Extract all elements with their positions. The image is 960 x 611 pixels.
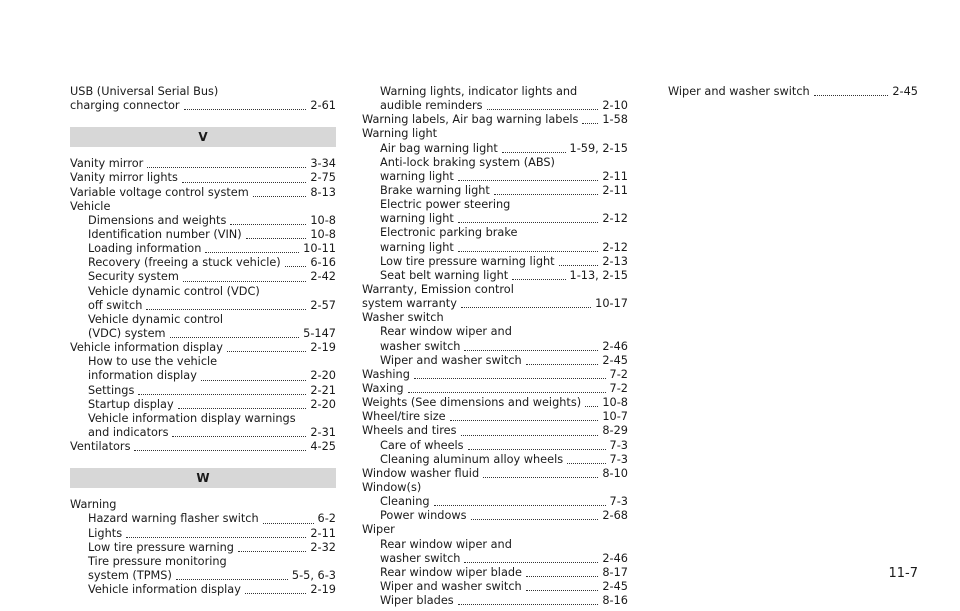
entry-term: Wheels and tires xyxy=(362,424,457,438)
index-entry xyxy=(362,382,628,396)
index-entry xyxy=(362,297,628,311)
entry-term: Seat belt warning light xyxy=(380,268,509,282)
entry-term: Variable voltage control system xyxy=(70,185,249,199)
entry-term: Wiper and washer switch xyxy=(380,579,522,593)
section-letter-heading: V xyxy=(70,127,336,147)
index-subentry-text: Tire pressure monitoring xyxy=(88,554,227,568)
dot-leader xyxy=(138,393,306,395)
index-subentry xyxy=(362,142,628,156)
dot-leader xyxy=(414,377,606,379)
entry-page-ref: 2-12 xyxy=(602,212,628,226)
entry-page-ref: 2-61 xyxy=(310,99,336,113)
index-subentry xyxy=(70,583,336,597)
index-subentry xyxy=(70,541,336,555)
entry-page-ref: 10-8 xyxy=(602,396,628,410)
entry-term: Hazard warning flasher switch xyxy=(88,512,259,526)
entry-page-ref: 7-3 xyxy=(609,452,628,466)
entry-page-ref: 4-25 xyxy=(310,440,336,454)
index-entry xyxy=(362,368,628,382)
dot-leader xyxy=(230,223,306,225)
entry-term: Loading information xyxy=(88,242,202,256)
entry-term: Cleaning xyxy=(380,495,430,509)
index-entry xyxy=(70,157,336,171)
entry-page-ref: 2-31 xyxy=(310,425,336,439)
index-entry-text: Vehicle xyxy=(70,199,111,213)
index-entry xyxy=(70,341,336,355)
entry-page-ref: 2-45 xyxy=(602,579,628,593)
dot-leader xyxy=(458,221,598,223)
entry-term: Ventilators xyxy=(70,440,131,454)
dot-leader xyxy=(263,522,314,524)
entry-term: Brake warning light xyxy=(380,183,490,197)
entry-term: Warning labels, Air bag warning labels xyxy=(362,113,579,127)
dot-leader xyxy=(559,264,599,266)
entry-term: Wiper and washer switch xyxy=(380,353,522,367)
dot-leader xyxy=(408,391,606,393)
entry-page-ref: 10-8 xyxy=(310,227,336,241)
index-subentry xyxy=(70,527,336,541)
entry-page-ref: 5-147 xyxy=(303,326,336,340)
index-subentry-text: Rear window wiper and xyxy=(380,325,512,339)
dot-leader xyxy=(126,536,306,538)
entry-term: Window washer fluid xyxy=(362,466,480,480)
entry-term: Wiper blades xyxy=(380,594,454,608)
index-subentry xyxy=(70,299,336,313)
entry-term: Weights (See dimensions and weights) xyxy=(362,396,582,410)
index-subentry xyxy=(70,398,336,412)
dot-leader xyxy=(182,181,307,183)
index-subentry-text: How to use the vehicle xyxy=(88,355,218,369)
entry-term: Cleaning aluminum alloy wheels xyxy=(380,452,564,466)
index-subentry xyxy=(362,566,628,580)
dot-leader xyxy=(176,578,288,580)
entry-term: Settings xyxy=(88,383,135,397)
dot-leader xyxy=(567,462,605,464)
dot-leader xyxy=(814,94,889,96)
entry-term: charging connector xyxy=(70,99,180,113)
index-subentry xyxy=(70,228,336,242)
index-entry xyxy=(70,99,336,113)
index-subentry-text: Vehicle dynamic control xyxy=(88,312,224,326)
entry-page-ref: 2-32 xyxy=(310,540,336,554)
entry-term: Identification number (VIN) xyxy=(88,227,242,241)
index-subentry-text: Electric power steering xyxy=(380,198,511,212)
dot-leader xyxy=(170,336,300,338)
entry-page-ref: 2-45 xyxy=(602,353,628,367)
entry-term: Rear window wiper blade xyxy=(380,565,522,579)
dot-leader xyxy=(461,434,599,436)
dot-leader xyxy=(450,419,599,421)
entry-term: information display xyxy=(88,369,197,383)
page-number: 11-7 xyxy=(888,566,918,581)
entry-page-ref: 2-13 xyxy=(602,254,628,268)
index-entry xyxy=(362,410,628,424)
entry-term: and indicators xyxy=(88,425,169,439)
entry-term: Vehicle information display xyxy=(88,583,241,597)
index-subentry xyxy=(362,594,628,608)
entry-page-ref: 10-7 xyxy=(602,410,628,424)
entry-term: Startup display xyxy=(88,397,174,411)
entry-page-ref: 2-20 xyxy=(310,369,336,383)
index-subentry xyxy=(70,327,336,341)
entry-page-ref: 8-17 xyxy=(602,565,628,579)
entry-page-ref: 2-10 xyxy=(602,99,628,113)
index-subentry-text: Vehicle information display warnings xyxy=(88,411,296,425)
entry-term: warning light xyxy=(380,212,454,226)
index-subentry xyxy=(70,214,336,228)
index-entry xyxy=(362,396,628,410)
dot-leader xyxy=(487,108,599,110)
index-entry-text: Warning light xyxy=(362,127,438,141)
index-subentry xyxy=(362,241,628,255)
entry-term: Dimensions and weights xyxy=(88,213,227,227)
index-subentry xyxy=(362,340,628,354)
entry-page-ref: 1-59, 2-15 xyxy=(569,141,628,155)
entry-page-ref: 3-34 xyxy=(310,157,336,171)
dot-leader xyxy=(502,151,566,153)
index-subentry-text: Warning lights, indicator lights and xyxy=(380,85,578,98)
dot-leader xyxy=(494,193,598,195)
entry-page-ref: 1-13, 2-15 xyxy=(569,268,628,282)
entry-page-ref: 10-17 xyxy=(595,297,628,311)
entry-page-ref: 10-11 xyxy=(303,242,336,256)
entry-page-ref: 7-3 xyxy=(609,495,628,509)
dot-leader xyxy=(146,308,306,310)
index-entry xyxy=(362,424,628,438)
entry-term: Security system xyxy=(88,270,179,284)
index-subentry xyxy=(362,354,628,368)
entry-term: Washing xyxy=(362,367,410,381)
entry-term: Care of wheels xyxy=(380,438,464,452)
index-subentry-text: Electronic parking brake xyxy=(380,226,518,240)
dot-leader xyxy=(468,448,606,450)
dot-leader xyxy=(464,561,598,563)
dot-leader xyxy=(201,379,306,381)
entry-term: Wheel/tire size xyxy=(362,410,446,424)
entry-term: warning light xyxy=(380,240,454,254)
index-entry-text: USB (Universal Serial Bus) xyxy=(70,85,219,98)
entry-page-ref: 2-68 xyxy=(602,509,628,523)
index-subentry xyxy=(70,256,336,270)
index-entry-text: Warning xyxy=(70,498,117,512)
index-subentry xyxy=(362,170,628,184)
index-column-2 xyxy=(362,85,628,608)
dot-leader xyxy=(246,237,307,239)
entry-page-ref: 2-12 xyxy=(602,240,628,254)
section-letter-heading: W xyxy=(70,468,336,488)
entry-term: (VDC) system xyxy=(88,326,166,340)
entry-page-ref: 7-3 xyxy=(609,438,628,452)
entry-page-ref: 2-42 xyxy=(310,270,336,284)
index-subentry xyxy=(362,509,628,523)
entry-page-ref: 2-20 xyxy=(310,397,336,411)
index-entry-text: Wiper xyxy=(362,523,395,537)
dot-leader xyxy=(526,363,599,365)
index-subentry xyxy=(362,255,628,269)
dot-leader xyxy=(526,589,599,591)
index-subentry xyxy=(70,384,336,398)
index-subentry xyxy=(650,85,918,99)
entry-term: Air bag warning light xyxy=(380,141,498,155)
dot-leader xyxy=(285,265,307,267)
entry-page-ref: 6-16 xyxy=(310,256,336,270)
entry-page-ref: 7-2 xyxy=(609,381,628,395)
index-column-3 xyxy=(650,85,918,99)
index-subentry xyxy=(362,212,628,226)
entry-page-ref: 2-45 xyxy=(892,85,918,98)
index-entry-text: Warranty, Emission control xyxy=(362,282,514,296)
entry-page-ref: 2-57 xyxy=(310,298,336,312)
entry-term: warning light xyxy=(380,169,454,183)
entry-page-ref: 1-58 xyxy=(602,113,628,127)
dot-leader xyxy=(245,592,306,594)
entry-term: Vehicle information display xyxy=(70,341,223,355)
dot-leader xyxy=(134,449,306,451)
entry-page-ref: 2-19 xyxy=(310,341,336,355)
entry-term: Lights xyxy=(88,526,123,540)
index-entry xyxy=(362,467,628,481)
dot-leader xyxy=(585,405,598,407)
dot-leader xyxy=(483,476,598,478)
dot-leader xyxy=(205,251,299,253)
index-subentry xyxy=(362,269,628,283)
dot-leader xyxy=(458,179,598,181)
index-entry xyxy=(70,440,336,454)
entry-term: Low tire pressure warning xyxy=(88,540,234,554)
index-subentry xyxy=(70,369,336,383)
entry-page-ref: 2-11 xyxy=(310,526,336,540)
entry-term: off switch xyxy=(88,298,143,312)
entry-page-ref: 2-75 xyxy=(310,171,336,185)
index-subentry xyxy=(362,495,628,509)
dot-leader xyxy=(458,603,599,605)
entry-page-ref: 10-8 xyxy=(310,213,336,227)
index-subentry-text: Rear window wiper and xyxy=(380,537,512,551)
dot-leader xyxy=(178,407,307,409)
entry-page-ref: 2-11 xyxy=(602,183,628,197)
entry-page-ref: 6-2 xyxy=(317,512,336,526)
dot-leader xyxy=(184,108,307,110)
dot-leader xyxy=(471,518,599,520)
entry-page-ref: 8-29 xyxy=(602,424,628,438)
dot-leader xyxy=(582,122,598,124)
entry-term: Recovery (freeing a stuck vehicle) xyxy=(88,256,281,270)
index-subentry xyxy=(362,552,628,566)
dot-leader xyxy=(434,504,606,506)
dot-leader xyxy=(458,250,598,252)
entry-term: Vanity mirror xyxy=(70,157,144,171)
dot-leader xyxy=(526,575,598,577)
entry-page-ref: 7-2 xyxy=(609,367,628,381)
index-column-1 xyxy=(70,85,336,597)
dot-leader xyxy=(183,280,307,282)
entry-page-ref: 2-46 xyxy=(602,339,628,353)
entry-term: washer switch xyxy=(380,339,461,353)
dot-leader xyxy=(461,306,591,308)
index-entry-text: Window(s) xyxy=(362,480,422,494)
entry-page-ref: 2-19 xyxy=(310,583,336,597)
entry-page-ref: 8-16 xyxy=(602,594,628,608)
index-entry xyxy=(362,113,628,127)
entry-term: system (TPMS) xyxy=(88,568,172,582)
index-subentry xyxy=(70,426,336,440)
index-subentry xyxy=(362,99,628,113)
dot-leader xyxy=(512,278,565,280)
entry-term: Low tire pressure warning light xyxy=(380,254,555,268)
entry-term: audible reminders xyxy=(380,99,483,113)
entry-term: Vanity mirror lights xyxy=(70,171,178,185)
entry-page-ref: 8-10 xyxy=(602,466,628,480)
entry-term: Waxing xyxy=(362,381,404,395)
index-subentry xyxy=(362,439,628,453)
index-subentry xyxy=(70,270,336,284)
entry-term: system warranty xyxy=(362,297,457,311)
dot-leader xyxy=(253,195,307,197)
dot-leader xyxy=(238,550,306,552)
dot-leader xyxy=(464,349,598,351)
entry-page-ref: 2-46 xyxy=(602,551,628,565)
index-subentry xyxy=(70,512,336,526)
index-subentry xyxy=(70,569,336,583)
dot-leader xyxy=(147,166,306,168)
index-subentry xyxy=(362,580,628,594)
index-entry xyxy=(70,171,336,185)
dot-leader xyxy=(172,435,306,437)
index-subentry-text: Anti-lock braking system (ABS) xyxy=(380,155,555,169)
index-entry xyxy=(70,186,336,200)
entry-page-ref: 2-21 xyxy=(310,383,336,397)
index-subentry-text: Vehicle dynamic control (VDC) xyxy=(88,284,260,298)
entry-term: washer switch xyxy=(380,551,461,565)
entry-page-ref: 5-5, 6-3 xyxy=(291,568,336,582)
entry-page-ref: 2-11 xyxy=(602,169,628,183)
entry-term: Wiper and washer switch xyxy=(668,85,810,98)
index-subentry xyxy=(362,184,628,198)
entry-term: Power windows xyxy=(380,509,467,523)
index-subentry xyxy=(70,242,336,256)
dot-leader xyxy=(227,350,306,352)
index-subentry xyxy=(362,453,628,467)
entry-page-ref: 8-13 xyxy=(310,185,336,199)
index-entry-text: Washer switch xyxy=(362,311,444,325)
